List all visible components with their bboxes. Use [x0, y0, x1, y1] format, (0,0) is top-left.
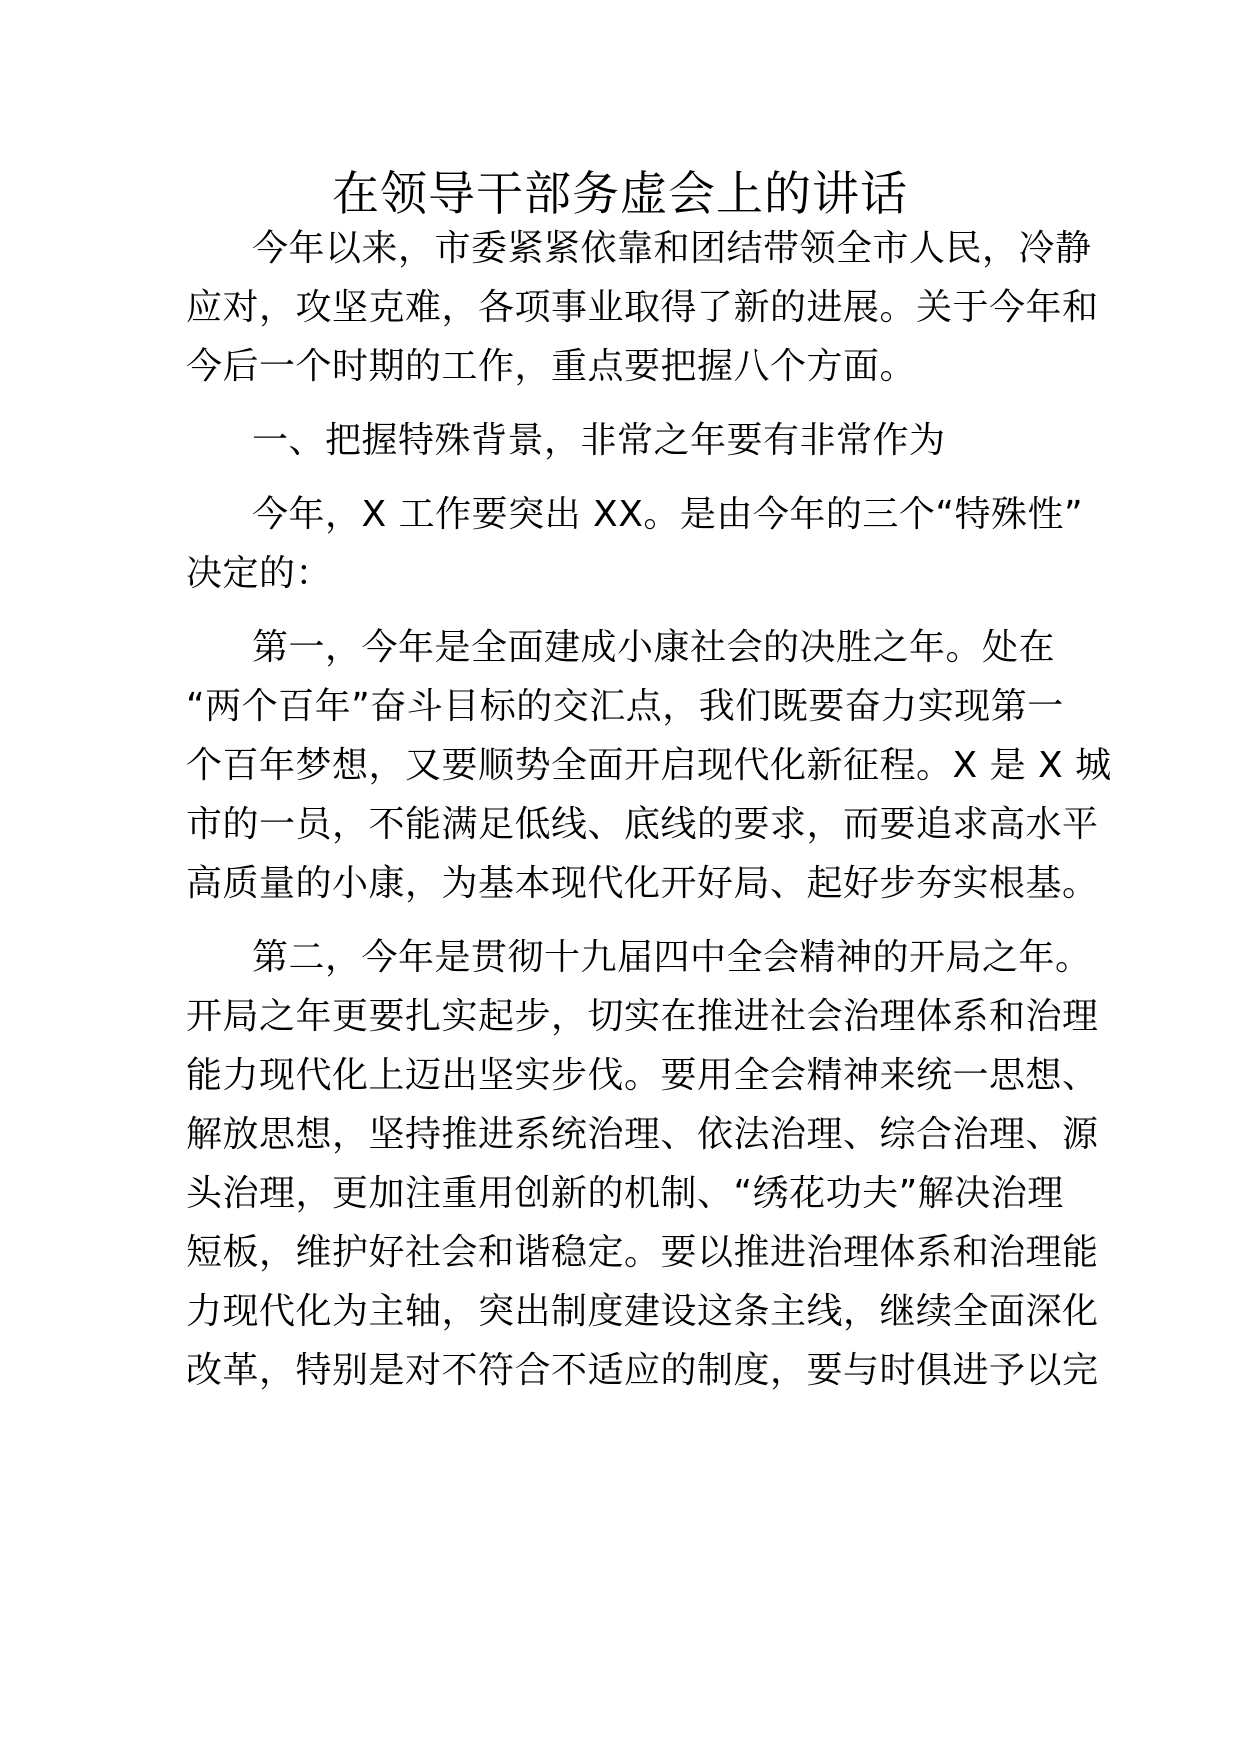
para-second-line-6: 短板，维护好社会和谐稳定。要以推进治理体系和治理能	[186, 1232, 1099, 1273]
intro-line-2: 应对，攻坚克难，各项事业取得了新的进展。关于今年和	[186, 287, 1099, 328]
para-first-line-2: “两个百年”奋斗目标的交汇点，我们既要奋力实现第一	[186, 686, 1064, 727]
para-second-line-1: 第二，今年是贯彻十九届四中全会精神的开局之年。	[252, 937, 1092, 978]
para-first-line-4: 市的一员，不能满足低线、底线的要求，而要追求高水平	[186, 804, 1099, 845]
para-second-line-8: 改革，特别是对不符合不适应的制度，要与时俱进予以完	[186, 1350, 1099, 1391]
para-first-line-5: 高质量的小康，为基本现代化开好局、起好步夯实根基。	[186, 863, 1099, 904]
document-title: 在领导干部务虚会上的讲话	[332, 167, 908, 222]
para-second-line-5: 头治理，更加注重用创新的机制、“绣花功夫”解决治理	[186, 1173, 1064, 1214]
intro-line-1: 今年以来，市委紧紧依靠和团结带领全市人民，冷静	[252, 228, 1092, 269]
para-intro2-line-1: 今年，X 工作要突出 XX。是由今年的三个“特殊性”	[252, 494, 1084, 535]
para-second-line-4: 解放思想，坚持推进系统治理、依法治理、综合治理、源	[186, 1114, 1099, 1155]
para-first-line-3: 个百年梦想，又要顺势全面开启现代化新征程。X 是 X 城	[186, 745, 1112, 786]
para-second-line-7: 力现代化为主轴，突出制度建设这条主线，继续全面深化	[186, 1291, 1099, 1332]
para-second-line-2: 开局之年更要扎实起步，切实在推进社会治理体系和治理	[186, 996, 1099, 1037]
para-intro2-line-2: 决定的：	[186, 553, 333, 594]
section-heading-1: 一、把握特殊背景，非常之年要有非常作为	[252, 420, 946, 461]
para-second-line-3: 能力现代化上迈出坚实步伐。要用全会精神来统一思想、	[186, 1055, 1099, 1096]
intro-line-3: 今后一个时期的工作，重点要把握八个方面。	[186, 346, 917, 387]
para-first-line-1: 第一，今年是全面建成小康社会的决胜之年。处在	[252, 627, 1056, 668]
